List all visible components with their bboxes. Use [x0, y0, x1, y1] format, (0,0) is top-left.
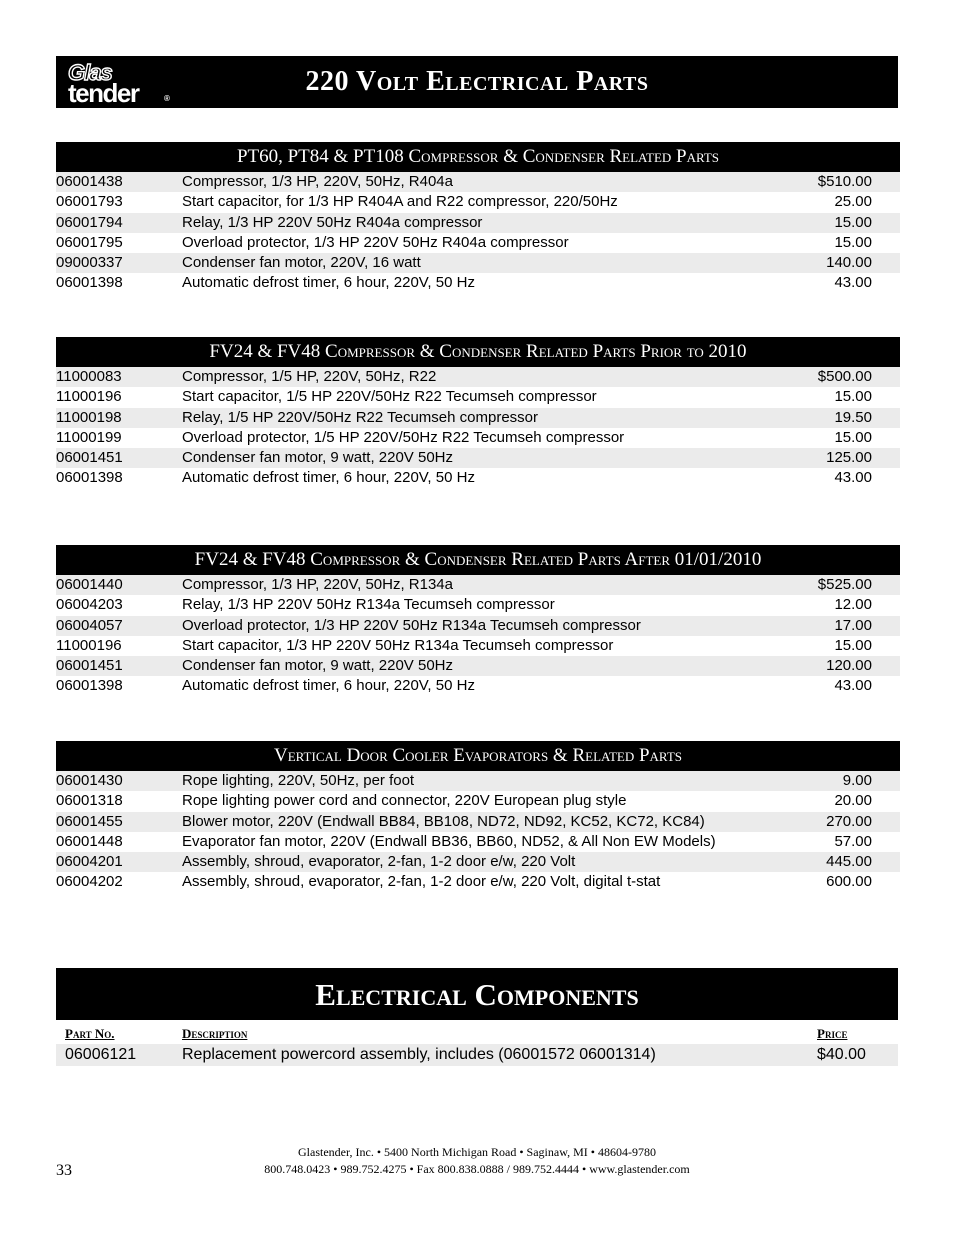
part-description: Condenser fan motor, 9 watt, 220V 50Hz: [182, 449, 453, 467]
table-row: [56, 832, 900, 852]
part-price: 270.00: [826, 812, 872, 830]
part-description: Relay, 1/3 HP 220V 50Hz R134a Tecumseh compressor: [182, 596, 555, 614]
part-price: 600.00: [826, 873, 872, 891]
part-description: Compressor, 1/3 HP, 220V, 50Hz, R134a: [182, 576, 453, 593]
part-number: 06001398: [56, 677, 123, 695]
table-row: [56, 233, 900, 253]
part-number: 06004203: [56, 596, 123, 614]
part-description: Blower motor, 220V (Endwall BB84, BB108, ND72, ND92, KC52, KC72, KC84): [182, 812, 705, 830]
table-row: [56, 1044, 898, 1066]
part-price: 17.00: [834, 616, 872, 634]
part-price: 15.00: [834, 213, 872, 231]
table-row: [56, 595, 900, 615]
part-number: 06001795: [56, 233, 123, 251]
part-price: $510.00: [817, 173, 872, 190]
part-number: 06004202: [56, 873, 123, 891]
part-number: 06001794: [56, 213, 123, 231]
table-row: [56, 656, 900, 676]
part-number: 06001793: [56, 193, 123, 211]
part-price: 15.00: [834, 233, 872, 251]
section-title: Vertical Door Cooler Evaporators & Related Parts: [56, 741, 900, 771]
part-price: 15.00: [834, 428, 872, 446]
part-price: 19.50: [834, 408, 872, 426]
part-description: Assembly, shroud, evaporator, 2-fan, 1-2 door e/w, 220 Volt: [182, 853, 576, 871]
part-description: Rope lighting power cord and connector, 220V European plug style: [182, 792, 627, 810]
part-number: 09000337: [56, 254, 123, 272]
part-description: Automatic defrost timer, 6 hour, 220V, 50 Hz: [182, 274, 475, 292]
section-title: FV24 & FV48 Compressor & Condenser Related Parts After 01/01/2010: [56, 545, 900, 575]
section-title: FV24 & FV48 Compressor & Condenser Related Parts Prior to 2010: [56, 337, 900, 367]
table-row: [56, 448, 900, 468]
table-row: [56, 872, 900, 892]
part-description: Compressor, 1/3 HP, 220V, 50Hz, R404a: [182, 173, 453, 190]
table-row: [56, 213, 900, 233]
part-description: Rope lighting, 220V, 50Hz, per foot: [182, 772, 415, 789]
part-number: 06001440: [56, 576, 123, 593]
table-row: [56, 468, 900, 488]
part-price: $40.00: [817, 1046, 866, 1063]
column-header-price: Price: [817, 1026, 848, 1041]
table-row: [56, 428, 900, 448]
section-fv-prior-2010-parts: [56, 337, 900, 489]
part-description: Start capacitor, 1/5 HP 220V/50Hz R22 Tecumseh compressor: [182, 388, 597, 406]
part-price: 57.00: [834, 832, 872, 850]
part-number: 11000196: [56, 636, 122, 654]
part-number: 06001398: [56, 469, 123, 487]
part-description: Overload protector, 1/3 HP 220V 50Hz R134a Tecumseh compressor: [182, 616, 641, 634]
part-description: Overload protector, 1/3 HP 220V 50Hz R404a compressor: [182, 233, 569, 251]
part-price: $500.00: [817, 368, 872, 385]
part-description: Automatic defrost timer, 6 hour, 220V, 50 Hz: [182, 469, 475, 487]
part-number: 06004057: [56, 616, 123, 634]
table-row: [56, 636, 900, 656]
section-vertical-door-evaporator-parts: [56, 741, 900, 893]
part-description: Relay, 1/3 HP 220V 50Hz R404a compressor: [182, 213, 483, 231]
part-price: 9.00: [842, 772, 872, 789]
part-description: Overload protector, 1/5 HP 220V/50Hz R22 Tecumseh compressor: [182, 428, 625, 446]
column-header-part-no: Part No.: [65, 1026, 115, 1041]
page-header: [56, 56, 898, 108]
table-row: [56, 367, 900, 387]
part-price: 125.00: [826, 449, 872, 467]
part-number: 06006121: [65, 1046, 137, 1063]
table-row: [56, 253, 900, 273]
part-description: Assembly, shroud, evaporator, 2-fan, 1-2 door e/w, 220 Volt, digital t-stat: [182, 873, 661, 891]
part-price: 15.00: [834, 636, 872, 654]
part-description: Evaporator fan motor, 220V (Endwall BB36, BB60, ND52, & All Non EW Models): [182, 832, 716, 850]
part-number: 06001438: [56, 173, 123, 190]
part-number: 06001451: [56, 657, 123, 675]
table-row: [56, 273, 900, 293]
page-title: 220 Volt Electrical Parts: [305, 66, 649, 97]
part-number: 06001451: [56, 449, 123, 467]
logo-line1: Glas: [68, 60, 112, 85]
part-price: 12.00: [834, 596, 872, 614]
table-row: [56, 575, 900, 595]
part-description: Replacement powercord assembly, includes (06001572 06001314): [182, 1046, 656, 1063]
table-row: [56, 852, 900, 872]
section-pt-compressor-parts: [56, 142, 900, 294]
part-description: Automatic defrost timer, 6 hour, 220V, 50 Hz: [182, 677, 475, 695]
part-number: 11000196: [56, 388, 122, 406]
footer-address: Glastender, Inc. • 5400 North Michigan Road • Saginaw, MI • 48604-9780: [298, 1145, 656, 1159]
part-price: 15.00: [834, 388, 872, 406]
part-number: 06001318: [56, 792, 123, 810]
table-row: [56, 812, 900, 832]
logo-line2: tender: [68, 78, 139, 108]
section-title: PT60, PT84 & PT108 Compressor & Condenser Related Parts: [56, 142, 900, 172]
part-price: 20.00: [834, 792, 872, 810]
logo-registered-mark: ®: [164, 94, 170, 103]
part-price: 43.00: [834, 469, 872, 487]
part-price: 120.00: [826, 657, 872, 675]
table-row: [56, 172, 900, 192]
column-header-description: Description: [182, 1026, 248, 1041]
part-number: 11000198: [56, 408, 122, 426]
part-description: Start capacitor, 1/3 HP 220V 50Hz R134a Tecumseh compressor: [182, 636, 614, 654]
part-price: 43.00: [834, 274, 872, 292]
part-number: 06004201: [56, 853, 123, 871]
table-row: [56, 676, 900, 696]
page-number: 33: [56, 1162, 72, 1179]
section-fv-after-2010-parts: [56, 545, 900, 697]
table-row: [56, 192, 900, 212]
footer-contact: 800.748.0423 • 989.752.4275 • Fax 800.838.0888 / 989.752.4444 • www.glastender.com: [264, 1162, 690, 1176]
part-price: 445.00: [826, 853, 872, 871]
part-number: 11000199: [56, 428, 122, 446]
part-description: Condenser fan motor, 220V, 16 watt: [182, 254, 421, 272]
table-row: [56, 616, 900, 636]
part-number: 06001430: [56, 772, 123, 789]
table-row: [56, 771, 900, 791]
part-number: 11000083: [56, 368, 122, 385]
part-price: 43.00: [834, 677, 872, 695]
part-price: 25.00: [834, 193, 872, 211]
part-description: Condenser fan motor, 9 watt, 220V 50Hz: [182, 657, 453, 675]
part-description: Compressor, 1/5 HP, 220V, 50Hz, R22: [182, 368, 437, 385]
part-number: 06001448: [56, 832, 123, 850]
electrical-components-title: Electrical Components: [56, 968, 898, 1020]
part-number: 06001398: [56, 274, 123, 292]
part-number: 06001455: [56, 812, 123, 830]
table-row: [56, 791, 900, 811]
table-row: [56, 387, 900, 407]
part-price: 140.00: [826, 254, 872, 272]
part-description: Relay, 1/5 HP 220V/50Hz R22 Tecumseh compressor: [182, 408, 539, 426]
table-row: [56, 408, 900, 428]
part-price: $525.00: [817, 576, 872, 593]
part-description: Start capacitor, for 1/3 HP R404A and R22 compressor, 220/50Hz: [182, 193, 618, 211]
